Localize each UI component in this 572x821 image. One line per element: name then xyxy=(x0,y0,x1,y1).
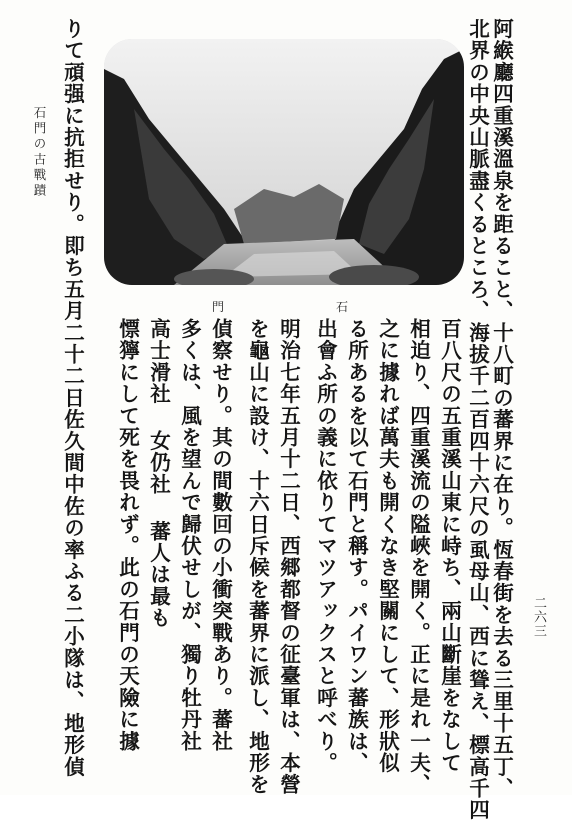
text-column-5: 之に據れば萬夫も開くなき堅關にして、形狀似 xyxy=(375,318,400,774)
text-column-2: 北界の中央山脈盡くるところ、海拔千二百四十六尺の虱母山、西に聳え、標高千四 xyxy=(465,18,490,821)
text-column-13: 慓獰にして死を畏れず。此の石門の天險に據 xyxy=(115,318,140,752)
text-column-6: る所あるを以て石門と稱す。パイワン蕃族は、 xyxy=(344,318,369,774)
text-column-1: 阿緱廳四重溪溫泉を距ること、十八町の蕃界に在り。恆春街を去る三里十五丁、 xyxy=(489,18,514,800)
stone-gate-photo xyxy=(104,39,464,285)
text-column-3: 百八尺の五重溪山東に峙ち、兩山斷崖をなして xyxy=(437,318,462,774)
page-number: 二六三 xyxy=(531,596,546,638)
text-column-4: 相迫り、四重溪流の隘峽を開く。正に是れ一夫、 xyxy=(406,318,431,796)
gorge-illustration xyxy=(104,39,464,285)
photo-caption-right: 石 xyxy=(336,300,349,314)
text-column-7: 出會ふ所の義に依りてマツアックスと呼べり。 xyxy=(313,318,338,774)
text-column-12: 高士滑社 女仍社 蕃人は最も xyxy=(146,318,171,629)
margin-note: 石門の古戰蹟 xyxy=(32,106,47,199)
text-column-10: 偵察せり。其の間數回の小衝突戰あり。蕃社 xyxy=(208,318,233,752)
text-column-8: 明治七年五月十二日、西郷都督の征臺軍は、本營 xyxy=(276,318,301,796)
text-column-11: 多くは、風を望んで歸伏せしが、獨り牡丹社 xyxy=(177,318,202,752)
photo-caption-left: 門 xyxy=(212,300,225,314)
text-column-9: を龜山に設け、十六日斥候を蕃界に派し、地形を xyxy=(245,318,270,796)
text-column-14: りて頑强に抗拒せり。即ち五月二十二日佐久間中佐の率ふる二小隊は、地形偵 xyxy=(60,18,85,778)
